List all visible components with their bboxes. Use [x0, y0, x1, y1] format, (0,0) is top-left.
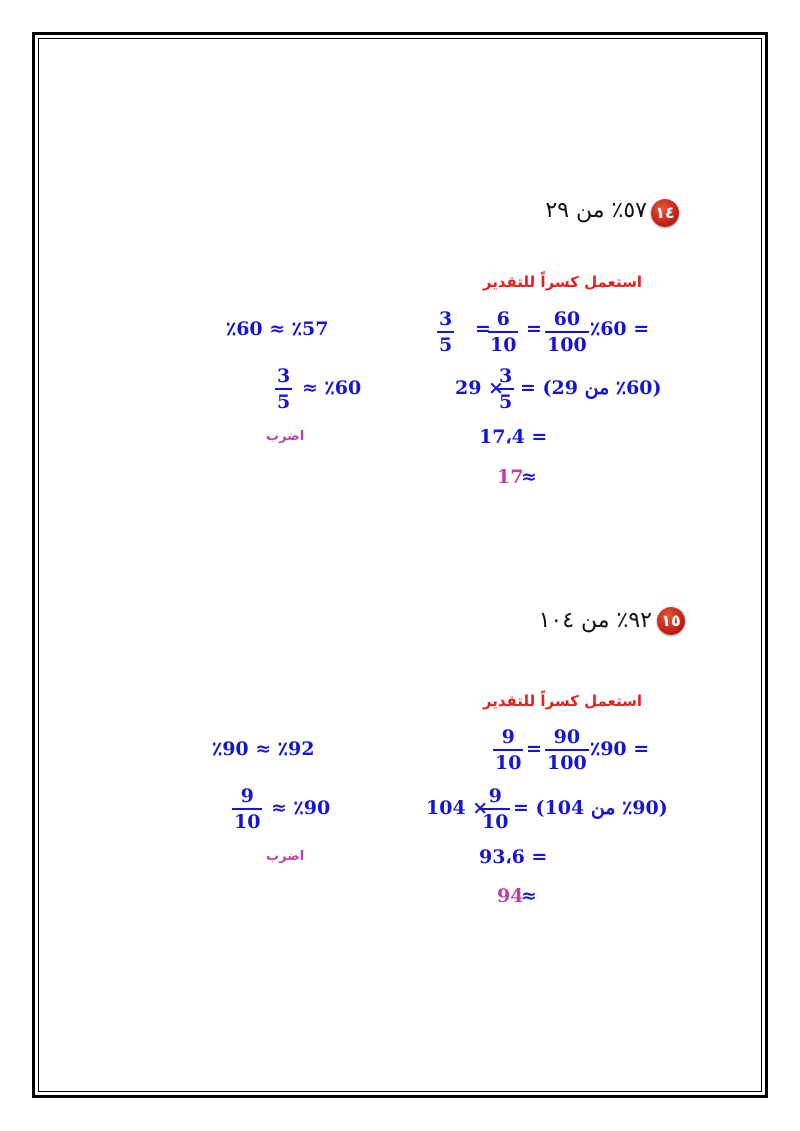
numerator: 3: [439, 308, 453, 330]
product-result: = 93،6: [479, 846, 548, 868]
problem-number-badge: ١٥: [657, 607, 685, 635]
numerator: 9: [240, 785, 254, 807]
denominator: 10: [495, 752, 522, 774]
numerator: 90: [553, 726, 581, 748]
approx-sign: ≈: [521, 466, 537, 488]
fraction-9-10: [493, 726, 523, 774]
problem-title: ٩٢٪ من ١٠٤: [538, 608, 652, 633]
fraction-6-10: [488, 308, 518, 356]
equals-sign: =: [526, 738, 542, 760]
percent-equals: ٪90 =: [590, 738, 650, 760]
fraction-3-5: [437, 308, 454, 356]
percent-approximation: ٪90 ≈ ٪92: [212, 738, 315, 760]
fraction-3-5: [275, 365, 292, 413]
numerator: 6: [496, 308, 510, 330]
page-border-inner: [38, 38, 762, 1092]
numerator: 9: [501, 726, 515, 748]
denominator: 10: [234, 811, 261, 833]
denominator: 5: [439, 334, 453, 356]
estimate-hint: استعمل كسراً للتقدير: [482, 273, 642, 291]
multiplier: 104 ×: [426, 797, 489, 819]
percent-approx-fraction: ٪60 ≈: [302, 377, 362, 399]
denominator: 100: [547, 334, 587, 356]
numerator: 3: [499, 365, 513, 387]
equals-sign: =: [475, 318, 491, 340]
denominator: 10: [490, 334, 517, 356]
percent-of-expression: (٪60 من 29) =: [520, 377, 662, 399]
fraction-9-10: [232, 785, 262, 833]
product-result: = 17،4: [479, 426, 548, 448]
percent-approx-fraction: ٪90 ≈: [271, 797, 331, 819]
denominator: 5: [277, 391, 291, 413]
denominator: 100: [547, 752, 587, 774]
denominator: 5: [499, 391, 513, 413]
fraction-60-100: [545, 308, 589, 356]
denominator: 10: [482, 811, 509, 833]
multiplier: 29 ×: [455, 377, 504, 399]
numerator: 9: [488, 785, 502, 807]
approx-sign: ≈: [521, 885, 537, 907]
final-estimate: 17: [497, 466, 524, 488]
percent-equals: ٪60 =: [590, 318, 650, 340]
fraction-90-100: [545, 726, 589, 774]
numerator: 3: [277, 365, 291, 387]
problem-title: ٥٧٪ من ٢٩: [545, 198, 647, 223]
percent-approximation: ٪60 ≈ ٪57: [226, 318, 329, 340]
equals-sign: =: [526, 318, 542, 340]
problem-number-badge: ١٤: [651, 199, 679, 227]
percent-of-expression: (٪90 من 104) =: [513, 797, 668, 819]
multiply-label: اضرب: [266, 849, 305, 864]
multiply-label: اضرب: [266, 429, 305, 444]
final-estimate: 94: [497, 885, 524, 907]
estimate-hint: استعمل كسراً للتقدير: [482, 692, 642, 710]
numerator: 60: [553, 308, 581, 330]
